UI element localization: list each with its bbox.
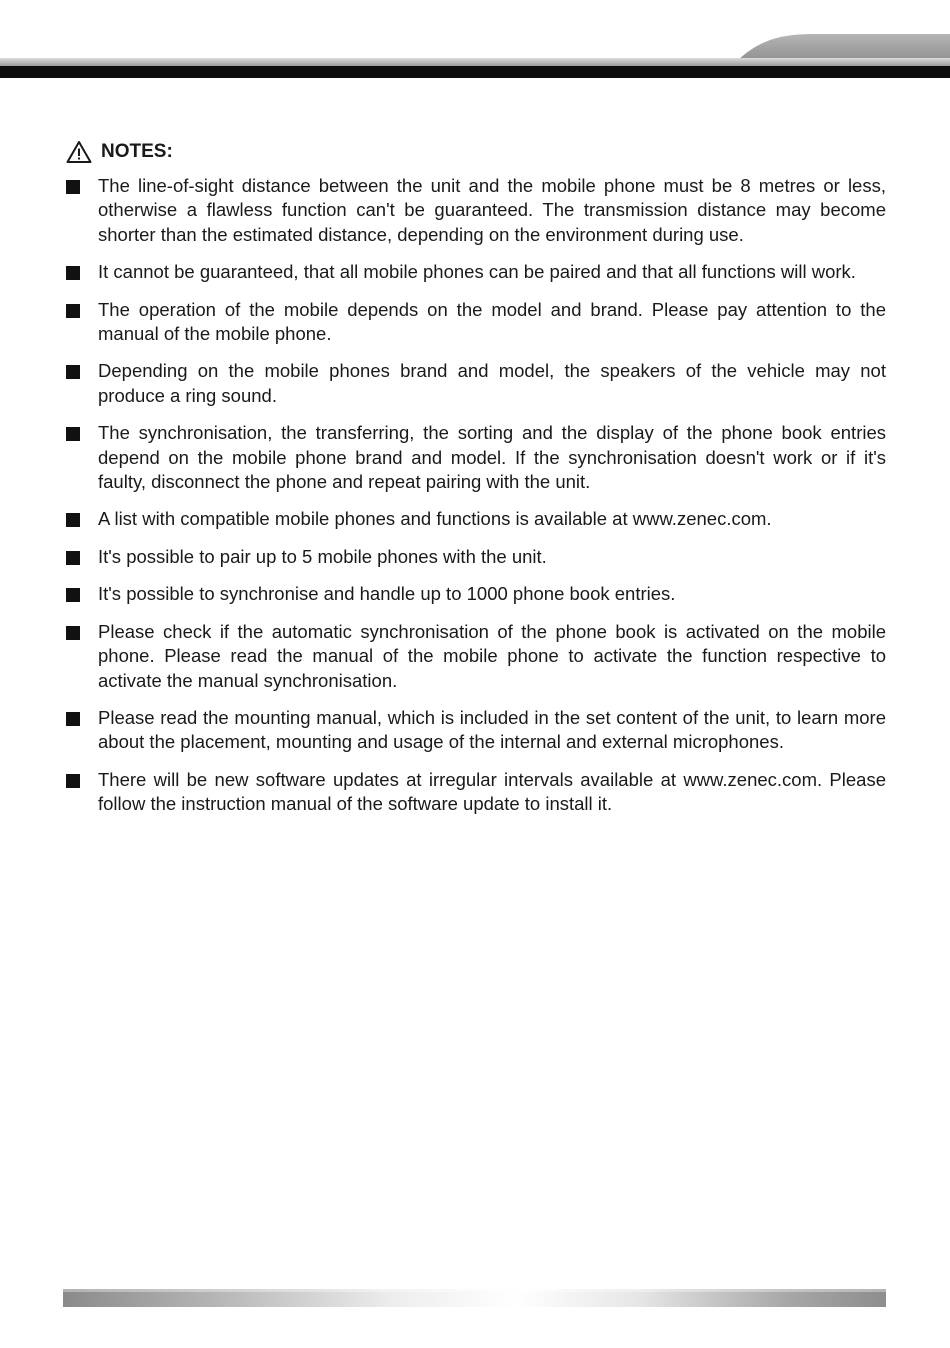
square-bullet-icon: [66, 365, 80, 379]
square-bullet-icon: [66, 304, 80, 318]
square-bullet-icon: [66, 774, 80, 788]
square-bullet-icon: [66, 551, 80, 565]
square-bullet-icon: [66, 712, 80, 726]
notes-list: [66, 174, 886, 830]
note-text: A list with compatible mobile phones and functions is available at www.zenec.com.: [98, 508, 772, 530]
page-header-band: [0, 0, 950, 80]
note-text: Depending on the mobile phones brand and model, the speakers of the vehicle may not produce a ring sound.: [98, 360, 886, 406]
note-text: The operation of the mobile depends on the model and brand. Please pay attention to the manual of the mobile phone.: [98, 298, 886, 345]
note-item: [66, 359, 886, 408]
note-item: [66, 582, 886, 606]
note-text: It's possible to pair up to 5 mobile phones with the unit.: [98, 545, 547, 567]
note-item: [66, 768, 886, 817]
note-text: It cannot be guaranteed, that all mobile phones can be paired and that all functions will work.: [98, 261, 856, 283]
note-item: [66, 260, 886, 284]
square-bullet-icon: [66, 266, 80, 280]
note-item: [66, 620, 886, 693]
header-decoration: [0, 0, 950, 80]
note-item: [66, 298, 886, 347]
note-item: [66, 421, 886, 494]
note-item: [66, 706, 886, 755]
note-text: It's possible to synchronise and handle up to 1000 phone book entries.: [98, 583, 676, 605]
note-text: There will be new software updates at irregular intervals available at www.zenec.com. Please follow the instruction manual of the software update to install it.: [98, 768, 886, 815]
square-bullet-icon: [66, 513, 80, 527]
square-bullet-icon: [66, 626, 80, 640]
note-text: The line-of-sight distance between the unit and the mobile phone must be 8 metres or less, otherwise a flawless function can't be guaranteed. The transmission distance may become shorter than the estimated distance, depending on the environment during use.: [98, 175, 886, 245]
note-item: [66, 174, 886, 247]
notes-heading-label: NOTES:: [101, 141, 173, 162]
square-bullet-icon: [66, 180, 80, 194]
note-text: Please check if the automatic synchronisation of the phone book is activated on the mobile phone. Please read the manual of the mobile phone to activate the function respective to activate the manual synchronisation.: [98, 620, 886, 691]
note-text: Please read the mounting manual, which is included in the set content of the unit, to learn more about the placement, mounting and usage of the internal and external microphones.: [98, 706, 886, 753]
warning-triangle-icon: [66, 140, 92, 164]
note-item: [66, 507, 886, 531]
square-bullet-icon: [66, 588, 80, 602]
square-bullet-icon: [66, 427, 80, 441]
page-footer-bar: [63, 1289, 886, 1307]
note-text: The synchronisation, the transferring, the sorting and the display of the phone book entries depend on the mobile phone brand and model. If the synchronisation doesn't work or if it's faulty, disconnect the phone and repeat pairing with the unit.: [98, 422, 886, 493]
note-item: [66, 545, 886, 569]
notes-heading: [66, 140, 173, 164]
